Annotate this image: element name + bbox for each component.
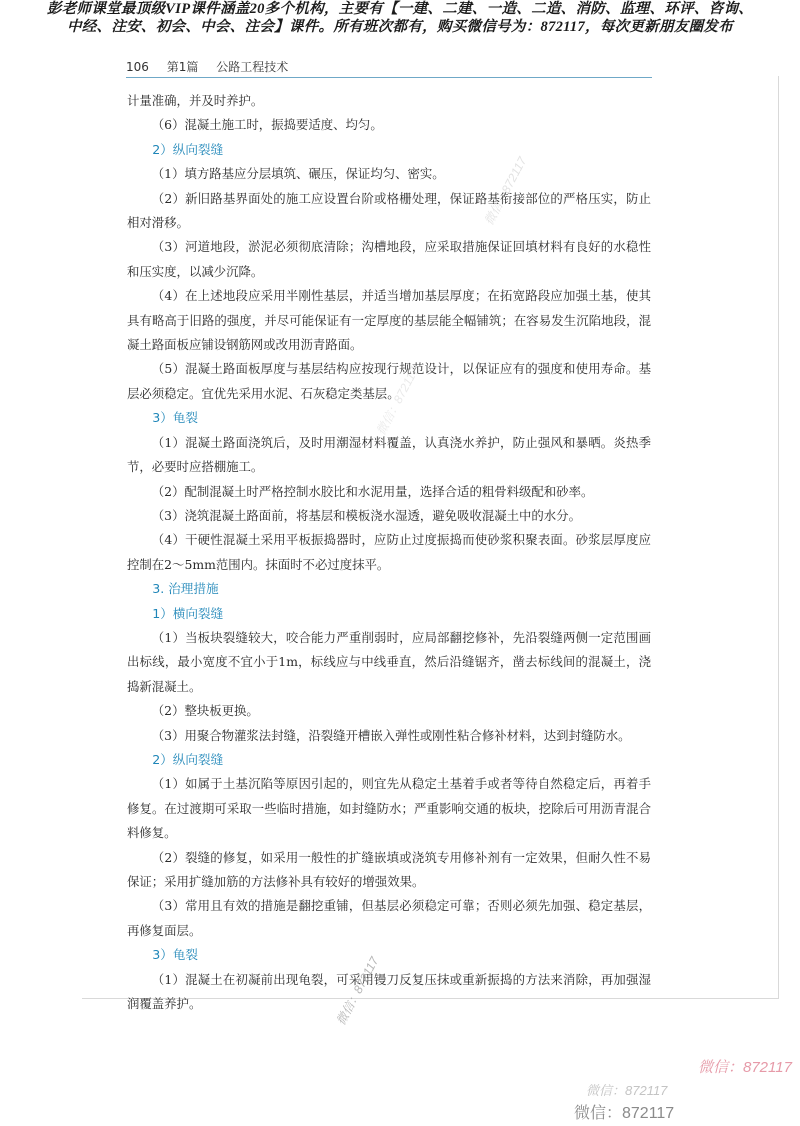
body-content: [127, 89, 651, 1016]
paragraph: （1）当板块裂缝较大，咬合能力严重削弱时，应局部翻挖修补，先沿裂缝两侧一定范围画出标线，最小宽度不宜小于1m，标线应与中线垂直，然后沿缝锯齐，凿去标线间的混凝土，浇捣新混凝土。: [127, 629, 651, 694]
paragraph: 计量准确，并及时养护。: [127, 93, 264, 108]
watermark: 微信：872117: [586, 1083, 668, 1098]
section-heading: 3）龟裂: [152, 410, 198, 426]
part-label: 第1篇: [166, 60, 199, 74]
paragraph: （2）裂缝的修复，如采用一般性的扩缝嵌填或浇筑专用修补剂有一定效果，但耐久性不易保证；采用扩缝加筋的方法修补具有较好的增强效果。: [127, 849, 651, 889]
chapter-title: 公路工程技术: [216, 60, 289, 74]
paragraph: （4）干硬性混凝土采用平板振捣器时，应防止过度振捣而使砂浆积聚表面。砂浆层厚度应控制在2～5mm范围内。抹面时不必过度抹平。: [127, 532, 651, 572]
paragraph: （3）河道地段，淤泥必须彻底清除；沟槽地段，应采取措施保证回填材料有良好的水稳性和压实度，以减少沉降。: [127, 239, 651, 279]
page-header: [126, 58, 652, 75]
watermark: 微信：872117: [373, 364, 422, 438]
watermark: 微信：872117: [698, 1059, 792, 1076]
section-heading: 3）龟裂: [152, 947, 198, 963]
section-heading: 3. 治理措施: [152, 581, 219, 597]
section-heading: 1）横向裂缝: [152, 605, 224, 621]
section-heading: 2）纵向裂缝: [152, 141, 224, 157]
section-heading: 2）纵向裂缝: [152, 751, 224, 767]
paragraph: （1）填方路基应分层填筑、碾压，保证均匀、密实。: [151, 166, 445, 182]
promo-banner-line-1: 彭老师课堂最顶级VIP课件涵盖20多个机构，主要有【一建、二建、一造、二造、消防、监理、环评、咨询、: [46, 1, 754, 17]
paragraph: （2）配制混凝土时严格控制水胶比和水泥用量，选择合适的粗骨料级配和砂率。: [151, 483, 594, 499]
paragraph: （5）混凝土路面板厚度与基层结构应按现行规范设计，以保证应有的强度和使用寿命。基层必须稳定。宜优先采用水泥、石灰稳定类基层。: [127, 361, 651, 401]
promo-banner: [0, 0, 800, 36]
paragraph: （3）用聚合物灌浆法封缝，沿裂缝开槽嵌入弹性或刚性粘合修补材料，达到封缝防水。: [151, 727, 631, 743]
paragraph: （2）新旧路基界面处的施工应设置台阶或格栅处理，保证路基衔接部位的严格压实，防止相对滑移。: [127, 190, 651, 231]
paragraph: （2）整块板更换。: [151, 703, 259, 719]
paragraph: （3）浇筑混凝土路面前，将基层和模板浇水湿透，避免吸收混凝土中的水分。: [151, 507, 581, 523]
watermark: 微信：872117: [481, 154, 530, 228]
watermark: 微信：872117: [333, 954, 382, 1028]
promo-banner-line-2: 中经、注安、初会、中会、注会】课件。所有班次都有，购买微信号为：872117，每次更新朋友圈发布: [66, 19, 734, 35]
paragraph: （1）混凝土路面浇筑后，及时用潮湿材料覆盖，认真浇水养护，防止强风和暴晒。炎热季节，必要时应搭棚施工。: [127, 434, 651, 475]
paragraph: （1）混凝土在初凝前出现龟裂，可采用镘刀反复压抹或重新振捣的方法来消除，再加强湿润覆盖养护。: [127, 971, 651, 1012]
paragraph: （4）在上述地段应采用半刚性基层，并适当增加基层厚度；在拓宽路段应加强土基，使其具有略高于旧路的强度，并尽可能保证有一定厚度的基层能全幅铺筑；在容易发生沉陷地段，混凝土路面板应铺设钢筋网或改用沥青路面。: [127, 288, 651, 353]
watermark: 微信：872117: [574, 1105, 675, 1122]
page-number: 106: [126, 60, 149, 74]
paragraph: （3）常用且有效的措施是翻挖重铺，但基层必须稳定可靠；否则必须先加强、稳定基层，再修复面层。: [127, 898, 651, 938]
paragraph: （1）如属于土基沉陷等原因引起的，则宜先从稳定土基着手或者等待自然稳定后，再着手修复。在过渡期可采取一些临时措施，如封缝防水；严重影响交通的板块，挖除后可用沥青混合料修复。: [127, 776, 651, 841]
paragraph: （6）混凝土施工时，振捣要适度、均匀。: [151, 117, 383, 133]
